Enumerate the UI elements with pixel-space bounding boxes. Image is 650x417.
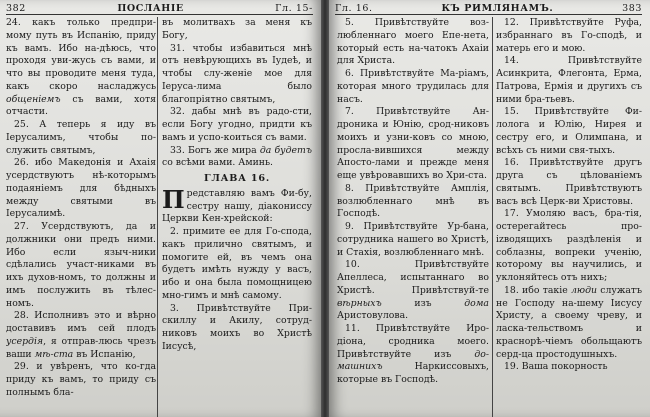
verse-16-15: 15. Привѣтствуйте Фи-лолога и Юлію, Нирея и сестру его, и Олимпана, и всѣхъ съ ними свя-тыхъ.: [496, 106, 642, 156]
verse-15-31: 31. чтобы избавиться мнѣ отъ невѣрующихъ въ Іудеѣ, и чтобы слу-женіе мое для Іеруса-лима было благопріятно святымъ,: [162, 42, 312, 105]
drop-cap: П: [162, 184, 185, 214]
left-page-title: ПОСЛАНІЕ: [117, 2, 184, 14]
right-column-divider: [492, 17, 493, 417]
left-page-number: 382: [6, 2, 26, 14]
left-column-divider: [157, 17, 158, 417]
verse-16-5: 5. Привѣтствуйте воз-любленнаго моего Епе-нета, который есть на-чатокъ Ахаіи для Христа.: [337, 17, 489, 67]
left-column-2: [162, 17, 312, 417]
right-page-header: [335, 2, 642, 14]
right-chapter-ref: Гл. 16.: [335, 2, 373, 14]
verse-16-3: 3. Привѣтствуйте При-скиллу и Акилу, сотруд-никовъ моихъ во Христѣ Іисусѣ,: [162, 302, 312, 352]
verse-15-30-end: въ молитвахъ за меня къ Богу,: [162, 17, 312, 41]
verse-15-28: 28. Исполнивъ это и вѣрно доставивъ имъ сей плодъ усердія, я отправ-люсь чрезъ ваши мѣ-ста въ Испанію,: [6, 310, 156, 360]
verse-16-1: Представляю вамъ Фи-бу, сестру нашу, діакониссу Церкви Кен-хрейской:: [162, 184, 312, 225]
right-page: [329, 0, 650, 417]
verse-15-25: 25. А теперь я иду въ Іерусалимъ, чтобы по-служить святымъ,: [6, 119, 156, 156]
verse-16-10: 10. Привѣтствуйте Апеллеса, испытаннаго во Христѣ. Привѣтствуй-те вѣрныхъ изъ дома Аристовулова.: [337, 259, 489, 322]
left-chapter-ref: Гл. 15-: [275, 2, 313, 14]
verse-15-24: 24. какъ только предпри-мому путь въ Испанію, приду къ вамъ. Ибо на-дѣюсь, что проходя уви-жусь съ вами, и что вы проводите меня туда, какъ скоро насладжусь общеніемъ съ вами, хотя отчасти.: [6, 17, 156, 118]
left-page-header: [6, 2, 313, 14]
verse-16-11: 11. Привѣтствуйте Иро-діона, сродника моего. Привѣтствуйте изъ до-машнихъ Наркиссовыхъ, которые въ Господѣ.: [337, 323, 489, 385]
verse-16-17: 17. Умоляю васъ, бра-тія, остерегайтесь про-izводящихъ раздѣленія и соблазны, вопреки ученію, которому вы научились, и уклоняйтесь отъ нихъ;: [496, 208, 642, 283]
verse-16-2: 2. примите ее для Го-спода, какъ прилично святымъ, и помогите ей, въ чемъ она будетъ имѣть нужду у васъ, ибо и она была помощницею мно-гимъ и мнѣ самому.: [162, 226, 312, 301]
book-gutter: [321, 0, 329, 417]
verse-16-16: 16. Привѣтствуйте другъ друга съ цѣлованіемъ святымъ. Привѣтствуютъ васъ всѣ Церк-ви Христовы.: [496, 157, 642, 207]
verse-16-13: 12. Привѣтствуйте Руфа, избраннаго въ Го-сподѣ, и матерь его и мою.: [496, 17, 642, 54]
verse-15-33: 33. Богъ же мира да будетъ со всѣми вами. Аминь.: [162, 144, 312, 169]
verse-16-6: 6. Привѣтствуйте Ма-ріамъ, которая много трудилась для насъ.: [337, 68, 489, 105]
right-page-number: 383: [622, 2, 642, 14]
right-column-2: [496, 17, 642, 417]
verse-16-18: 18. ибо такіе люди служатъ не Господу на-шему Іисусу Христу, а своему чреву, и ласка-тельствомъ и краснорѣ-чіемъ обольщаютъ серд-ца простодушныхъ.: [496, 284, 642, 360]
verse-15-32: 32. дабы мнѣ въ радо-сти, если Богу угодно, придти къ вамъ и успо-коиться съ вами.: [162, 106, 312, 143]
right-column-1: [337, 17, 489, 417]
left-page: [0, 0, 321, 417]
verse-16-9: 9. Привѣтствуйте Ур-бана, сотрудника нашего во Христѣ, и Стахія, возлюбленнаго мнѣ.: [337, 221, 489, 258]
left-column-1: [6, 17, 156, 417]
verse-16-8: 8. Привѣтствуйте Амплія, возлюбленнаго мнѣ въ Господѣ.: [337, 182, 489, 220]
chapter-heading: ГЛАВА 16.: [203, 173, 271, 184]
verse-15-26: 26. ибо Македонія и Ахаія усердствуютъ нѣ-которымъ подаяніемъ для бѣдныхъ между святыми въ Іерусалимѣ.: [6, 157, 156, 220]
verse-16-7: 7. Привѣтствуйте Ан-дроника и Юнію, срод-никовъ моихъ и узни-ковъ со мною, просла-вившихся между Апосто-лами и прежде меня еще увѣровавшихъ во Хри-ста.: [337, 106, 489, 181]
verse-16-19: 19. Ваша покорность: [504, 361, 608, 373]
left-header-rule: [6, 14, 313, 15]
verse-15-27: 27. Усердствуютъ, да и должники они предъ ними. Ибо если языч-ники сдѣлались участ-никами въ ихъ духов-номъ, то должны и имъ послужить въ тѣлес-номъ.: [6, 221, 156, 309]
right-page-title: КЪ РИМЛЯНАМЪ.: [441, 2, 554, 14]
right-header-rule: [335, 14, 642, 15]
verse-15-29: 29. и увѣренъ, что ко-гда приду къ вамъ, то приду съ полнымъ бла-: [6, 361, 156, 398]
verse-16-14: 14. Привѣтствуйте Асинкрита, Флегонта, Ерма, Патрова, Ермія и другихъ съ ними бра-тьевъ.: [496, 55, 642, 105]
